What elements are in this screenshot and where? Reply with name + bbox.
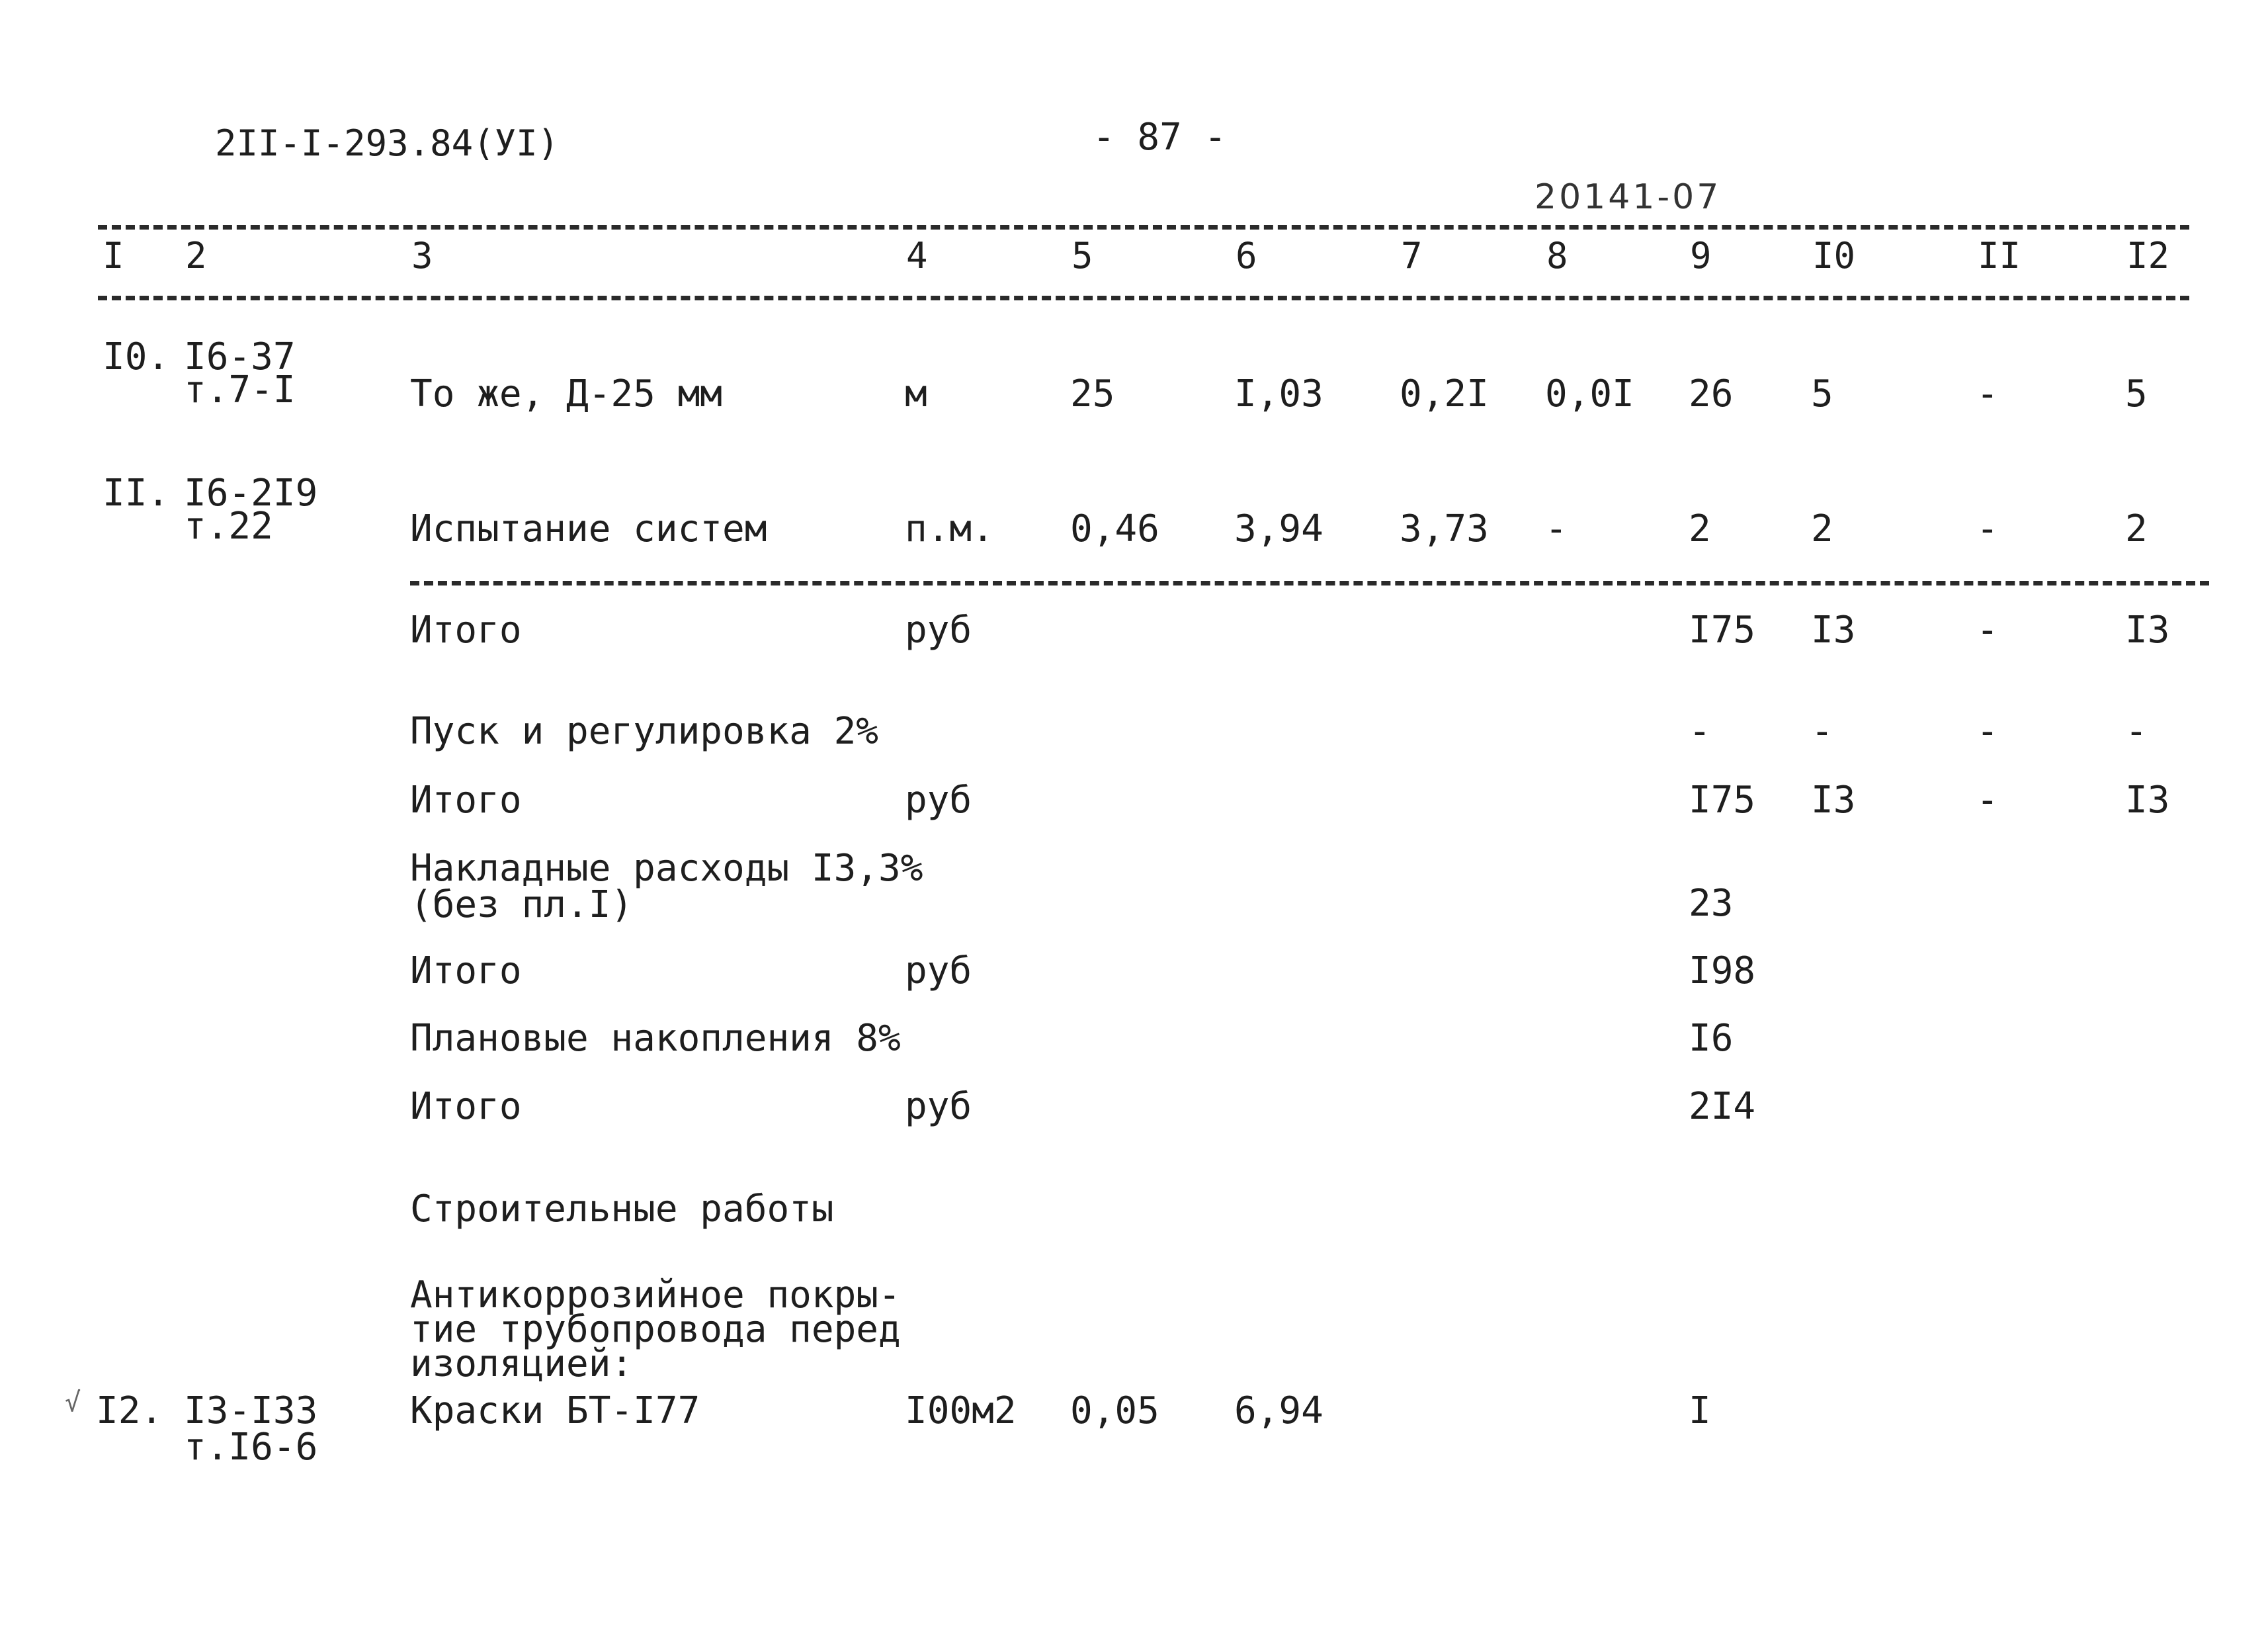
unit: руб [905,1085,972,1128]
header-bottom-rule [98,296,2189,300]
summary-label: Итого [410,779,522,822]
col12-value: 5 [2125,372,2148,415]
col5-value: 0,46 [1070,507,1159,550]
summary-label: Плановые накопления 8% [410,1017,901,1060]
column-header: 3 [411,235,433,277]
col12-value: I3 [2125,779,2170,822]
col9-value: I [1689,1389,1711,1432]
col10-value: I3 [1811,779,1856,822]
work-name: То же, Д-25 мм [410,372,723,415]
col9-value: 2I4 [1689,1085,1756,1128]
work-name: Испытание систем [410,507,767,550]
column-header: I0 [1812,235,1856,277]
col9-value: 26 [1689,372,1734,415]
col9-value: I75 [1689,609,1756,652]
column-header: I2 [2126,235,2170,277]
unit: п.м. [905,507,994,550]
col12-value: 2 [2125,507,2148,550]
rate-code: I6-2I9 [184,472,318,515]
col7-value: 3,73 [1400,507,1489,550]
rate-code: I3-I33 [184,1389,318,1432]
col9-value: 23 [1689,882,1734,925]
col9-value: I6 [1689,1017,1734,1060]
section-subtitle: тие трубопровода перед [410,1308,901,1351]
section-title: Строительные работы [410,1188,834,1231]
col6-value: 6,94 [1234,1389,1323,1432]
col10-value: I3 [1811,609,1856,652]
col11-value: - [1976,779,1999,822]
col10-value: 2 [1811,507,1833,550]
rate-table-ref: т.7-I [184,368,296,412]
unit: руб [905,779,972,822]
col9-value: 2 [1689,507,1711,550]
summary-label: Итого [410,949,522,992]
column-header: 8 [1546,235,1568,277]
unit: м [905,372,927,415]
page-number: - 87 - [1093,116,1227,159]
rate-table-ref: т.I6-6 [184,1426,318,1469]
col10-value: - [1811,710,1833,753]
unit: руб [905,609,972,652]
col7-value: 0,2I [1400,372,1489,415]
section-subtitle: изоляцией: [410,1342,634,1385]
col11-value: - [1976,710,1999,753]
col5-value: 0,05 [1070,1389,1159,1432]
col8-value: 0,0I [1545,372,1634,415]
unit: I00м2 [905,1389,1017,1432]
col11-value: - [1976,507,1999,550]
section-subtitle: Антикоррозийное покры- [410,1274,901,1317]
col11-value: - [1976,372,1999,415]
unit: руб [905,949,972,992]
document-code: 2II-I-293.84(УI) [215,122,560,164]
rate-table-ref: т.22 [184,505,273,548]
row-number: I2. [96,1389,163,1432]
header-top-rule [98,225,2189,230]
col9-value: I75 [1689,779,1756,822]
col10-value: 5 [1811,372,1833,415]
row-number: I0. [103,335,170,378]
col6-value: 3,94 [1234,507,1323,550]
column-header: 6 [1236,235,1257,277]
col9-value: I98 [1689,949,1756,992]
col8-value: - [1545,507,1568,550]
column-header: 5 [1071,235,1093,277]
col5-value: 25 [1070,372,1115,415]
col11-value: - [1976,609,1999,652]
summary-label: Накладные расходы I3,3% [410,847,923,890]
subtotal-rule [410,581,2209,585]
column-header: II [1978,235,2021,277]
check-mark: √ [65,1387,81,1418]
summary-label: Итого [410,609,522,652]
summary-label: Пуск и регулировка 2% [410,710,879,753]
col12-value: - [2125,710,2148,753]
rate-code: I6-37 [184,335,296,378]
column-header: 9 [1690,235,1712,277]
col9-value: - [1689,710,1711,753]
col12-value: I3 [2125,609,2170,652]
handwritten-registration-number: 20141-07 [1534,177,1722,217]
summary-label: Итого [410,1085,522,1128]
row-number: II. [103,472,170,515]
summary-label-note: (без пл.I) [410,883,634,926]
col6-value: I,03 [1234,372,1323,415]
work-name: Краски БТ-I77 [410,1389,700,1432]
column-header: 4 [906,235,928,277]
column-header: 2 [185,235,207,277]
column-header: I [103,235,124,277]
column-header: 7 [1401,235,1423,277]
